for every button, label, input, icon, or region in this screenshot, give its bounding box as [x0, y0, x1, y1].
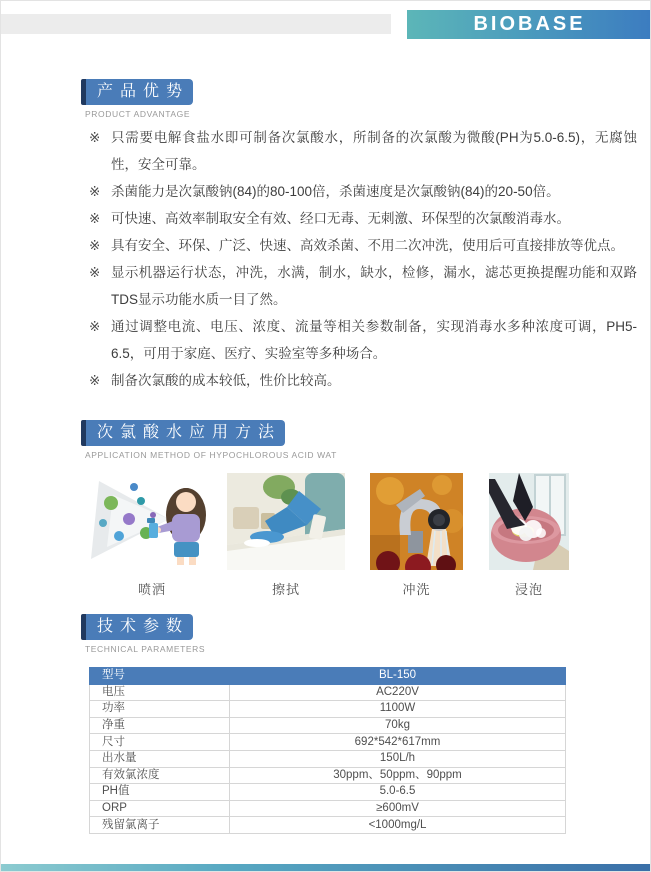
bullet-text: 只需要电解食盐水即可制备次氯酸水，所制备的次氯酸为微酸(PH为5.0-6.5)，无腐蚀性，安全可靠。: [111, 130, 637, 172]
table-row: [90, 817, 566, 834]
reference-mark-icon: ※: [89, 373, 101, 388]
figure-caption: 擦拭: [271, 582, 300, 597]
spec-value: <1000mg/L: [230, 817, 566, 834]
section-advantage-header: [81, 79, 193, 119]
spec-label: 尺寸: [90, 734, 230, 751]
figure-caption: 喷洒: [137, 582, 166, 597]
bullet-item: [89, 367, 637, 394]
spec-value: ≥600mV: [230, 800, 566, 817]
reference-mark-icon: ※: [89, 319, 101, 334]
bullet-text: 显示机器运行状态，冲洗，水满，制水，缺水，检修，漏水，滤芯更换提醒功能和双路TDS显示功能水质一目了然。: [111, 265, 637, 307]
bullet-item: [89, 232, 637, 259]
application-figure-soak: [489, 473, 569, 598]
bullet-item: [89, 124, 637, 178]
spec-value: 692*542*617mm: [230, 734, 566, 751]
section-advantage-title: 产品优势: [81, 79, 193, 105]
reference-mark-icon: ※: [89, 130, 101, 145]
section-application-header: [81, 420, 337, 460]
application-figure-rinse: [370, 473, 463, 598]
spec-header-value: BL-150: [230, 668, 566, 685]
soak-photo-image: [489, 473, 569, 570]
reference-mark-icon: ※: [89, 265, 101, 280]
spec-table-header-row: [90, 668, 566, 685]
reference-mark-icon: ※: [89, 211, 101, 226]
table-row: [90, 800, 566, 817]
bullet-item: [89, 205, 637, 232]
spec-label: 有效氯浓度: [90, 767, 230, 784]
table-row: [90, 750, 566, 767]
spec-header-label: 型号: [90, 668, 230, 685]
figure-caption: 浸泡: [514, 582, 543, 597]
section-parameters-header: [81, 614, 205, 654]
spec-label: 电压: [90, 684, 230, 701]
bullet-text: 杀菌能力是次氯酸钠(84)的80-100倍，杀菌速度是次氯酸钠(84)的20-50倍。: [111, 184, 560, 199]
bullet-text: 制备次氯酸的成本较低，性价比较高。: [111, 373, 341, 388]
section-application-title: 次氯酸水应用方法: [81, 420, 285, 446]
application-figure-spray: [89, 473, 215, 598]
spec-label: 功率: [90, 701, 230, 718]
spec-label: 残留氯离子: [90, 817, 230, 834]
wipe-photo-image: [227, 473, 345, 570]
table-row: [90, 717, 566, 734]
spec-value: 1100W: [230, 701, 566, 718]
table-row: [90, 767, 566, 784]
spec-label: ORP: [90, 800, 230, 817]
spec-label: 净重: [90, 717, 230, 734]
section-application-subtitle: APPLICATION METHOD OF HYPOCHLOROUS ACID WAT: [85, 450, 337, 460]
bullet-text: 可快速、高效率制取安全有效、经口无毒、无刺激、环保型的次氯酸消毒水。: [111, 211, 570, 226]
bullet-item: [89, 259, 637, 313]
spray-illustration-image: [89, 473, 215, 570]
bullet-text: 通过调整电流、电压、浓度、流量等相关参数制备，实现消毒水多种浓度可调，PH5-6.5，可用于家庭、医疗、实验室等多种场合。: [111, 319, 637, 361]
bullet-item: [89, 178, 637, 205]
advantage-bullet-list: [89, 124, 637, 394]
spec-value: 150L/h: [230, 750, 566, 767]
brand-logo-bar: [407, 10, 651, 39]
reference-mark-icon: ※: [89, 184, 101, 199]
figure-caption: 冲洗: [402, 582, 431, 597]
footer-gradient-bar: [1, 864, 651, 871]
bullet-text: 具有安全、环保、广泛、快速、高效杀菌、不用二次冲洗，使用后可直接排放等优点。: [111, 238, 624, 253]
brand-logo-text: BIOBASE: [473, 13, 586, 35]
spec-value: 30ppm、50ppm、90ppm: [230, 767, 566, 784]
table-row: [90, 734, 566, 751]
application-figure-wipe: [227, 473, 345, 598]
table-row: [90, 684, 566, 701]
spec-label: PH值: [90, 784, 230, 801]
table-row: [90, 701, 566, 718]
table-row: [90, 784, 566, 801]
spec-value: AC220V: [230, 684, 566, 701]
section-parameters-subtitle: TECHNICAL PARAMETERS: [85, 644, 206, 654]
spec-value: 70kg: [230, 717, 566, 734]
spec-table: [89, 667, 566, 834]
section-parameters-title: 技术参数: [81, 614, 193, 640]
reference-mark-icon: ※: [89, 238, 101, 253]
rinse-photo-image: [370, 473, 463, 570]
top-gray-bar: [1, 14, 391, 34]
section-advantage-subtitle: PRODUCT ADVANTAGE: [85, 109, 191, 119]
spec-value: 5.0-6.5: [230, 784, 566, 801]
bullet-item: [89, 313, 637, 367]
spec-label: 出水量: [90, 750, 230, 767]
